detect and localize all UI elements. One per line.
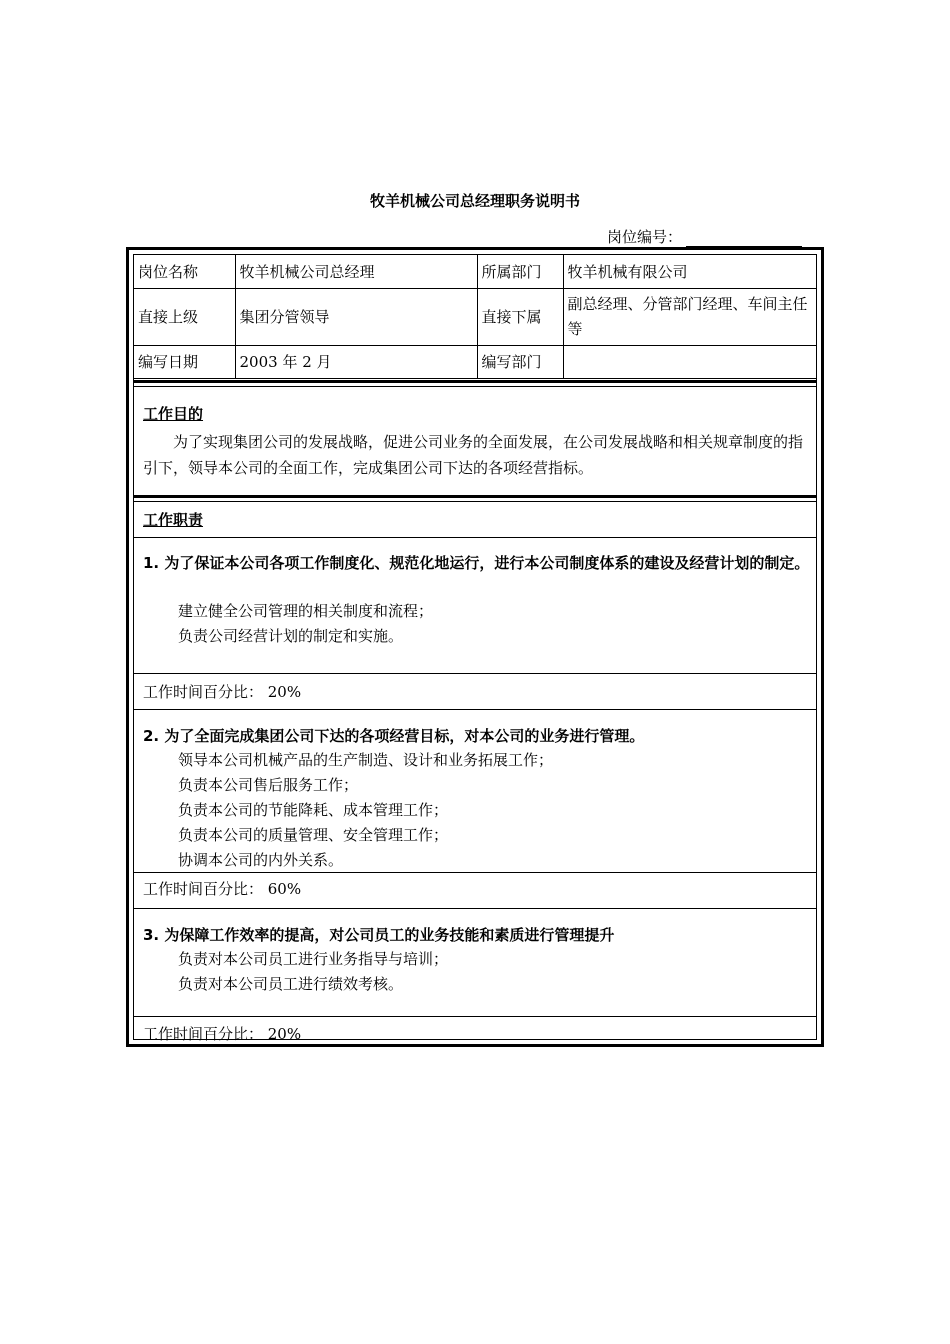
work-time-percent: 工作时间百分比： 60% [143, 880, 302, 898]
duty-item: 负责本公司售后服务工作； [178, 776, 359, 794]
work-time-percent: 工作时间百分比： 20% [143, 1025, 302, 1043]
double-divider [134, 495, 816, 502]
divider [134, 537, 816, 538]
purpose-heading: 工作目的 [143, 405, 204, 423]
duty-item: 协调本公司的内外关系。 [178, 851, 344, 869]
info-value: 副总经理、分管部门经理、车间主任等 [563, 288, 816, 345]
duty-title: 2. 为了全面完成集团公司下达的各项经营目标，对本公司的业务进行管理。 [143, 727, 645, 745]
info-label: 编写日期 [134, 345, 235, 378]
duty-item: 负责对本公司员工进行业务指导与培训； [178, 950, 449, 968]
post-number-field [607, 226, 802, 247]
document-title: 牧羊机械公司总经理职务说明书 [369, 192, 580, 210]
info-value: 牧羊机械公司总经理 [235, 255, 477, 288]
duty-item: 负责公司经营计划的制定和实施。 [178, 627, 404, 645]
double-divider [134, 380, 816, 387]
duty-title: 3. 为保障工作效率的提高，对公司员工的业务技能和素质进行管理提升 [143, 926, 615, 944]
info-row [134, 345, 816, 378]
info-label: 直接上级 [134, 288, 235, 345]
info-value [563, 345, 816, 378]
basic-info-table [134, 255, 816, 379]
duty-item: 建立健全公司管理的相关制度和流程； [178, 602, 434, 620]
divider [134, 1016, 816, 1017]
duty-item: 负责本公司的质量管理、安全管理工作； [178, 826, 449, 844]
info-value: 2003 年 2 月 [235, 345, 477, 378]
info-label: 所属部门 [477, 255, 563, 288]
post-number-blank [686, 232, 802, 247]
info-label: 直接下属 [477, 288, 563, 345]
work-time-percent: 工作时间百分比： 20% [143, 683, 302, 701]
post-number-label: 岗位编号： [607, 228, 683, 246]
info-label: 编写部门 [477, 345, 563, 378]
info-value: 集团分管领导 [235, 288, 477, 345]
divider [134, 673, 816, 674]
info-row [134, 288, 816, 345]
divider [134, 709, 816, 710]
job-description-frame [126, 247, 824, 1047]
purpose-text: 为了实现集团公司的发展战略，促进公司业务的全面发展，在公司发展战略和相关规章制度的指引下，领导本公司的全面工作，完成集团公司下达的各项经营指标。 [143, 433, 804, 477]
divider [134, 872, 816, 873]
info-row [134, 255, 816, 288]
info-label: 岗位名称 [134, 255, 235, 288]
duty-item: 负责本公司的节能降耗、成本管理工作； [178, 801, 449, 819]
divider [134, 908, 816, 909]
job-description-body [133, 254, 817, 1043]
duties-heading: 工作职责 [143, 511, 204, 529]
info-value: 牧羊机械有限公司 [563, 255, 816, 288]
duty-item: 负责对本公司员工进行绩效考核。 [178, 975, 404, 993]
duty-item: 领导本公司机械产品的生产制造、设计和业务拓展工作； [178, 751, 554, 769]
duty-title: 1. 为了保证本公司各项工作制度化、规范化地运行，进行本公司制度体系的建设及经营计划的制定。 [143, 554, 810, 572]
